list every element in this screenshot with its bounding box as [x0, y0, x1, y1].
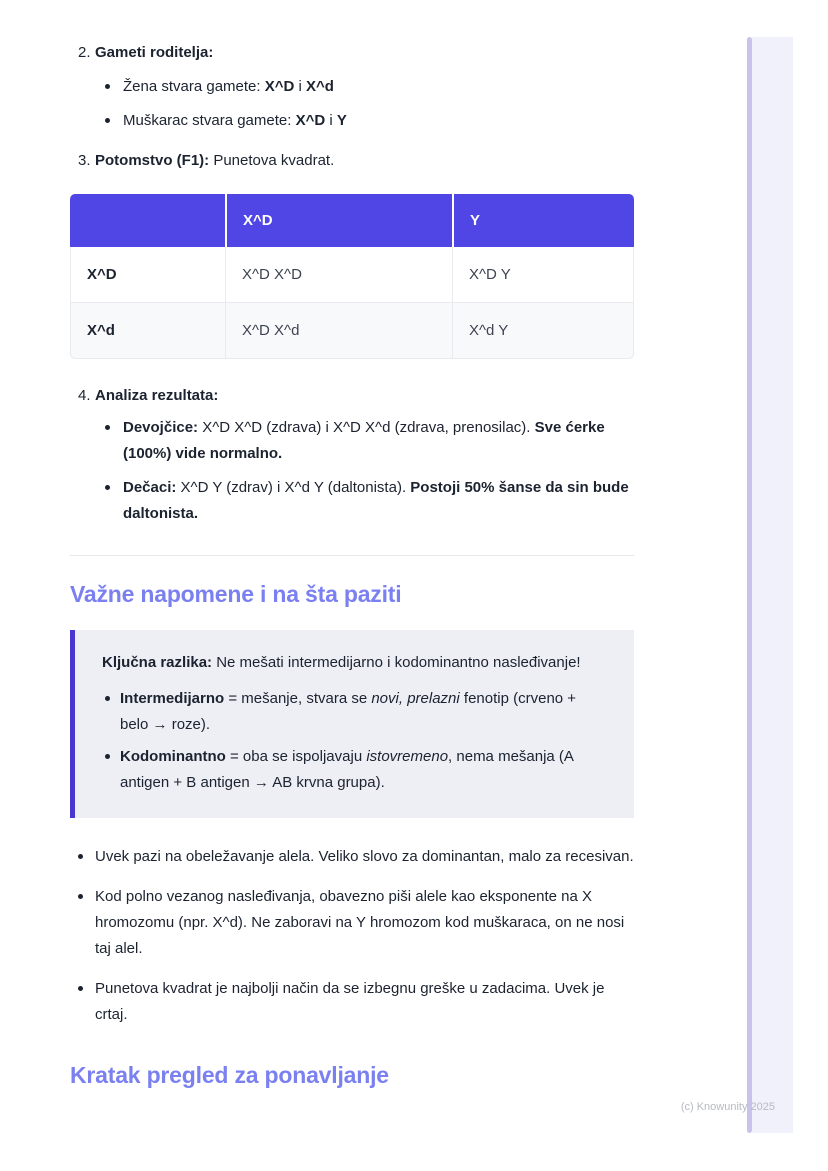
text-segment: Ne mešati intermedijarno i kodominantno nasleđivanje!: [212, 654, 581, 671]
table-header-row: [70, 194, 634, 247]
text-segment: , nema mešanja (A antigen + B antigen → AB krvna grupa).: [120, 748, 574, 791]
ordered-item-number: 2.: [78, 44, 91, 61]
conclusion-bold: Sve ćerke (100%) vide normalno.: [123, 419, 605, 462]
list-item: [70, 884, 634, 962]
allele-bold: X^d: [306, 78, 334, 95]
note-text: Uvek pazi na obeležavanje alela. Veliko slovo za dominantan, malo za recesivan.: [95, 848, 634, 865]
list-item: [102, 744, 604, 796]
potomstvo-line: [95, 150, 634, 172]
kodominantno-line: [120, 744, 604, 796]
text-segment: i: [325, 112, 337, 129]
term-italic: novi, prelazni: [371, 690, 460, 707]
allele-bold: X^D: [264, 78, 295, 95]
term-bold: Kodominantno: [120, 748, 226, 765]
ordered-item-title: [95, 385, 634, 407]
row-label: X^d: [70, 303, 225, 359]
allele-bold: Y: [336, 112, 347, 129]
ordered-item-title: [95, 42, 634, 64]
label-bold: Devojčice:: [123, 419, 199, 436]
gameti-title: Gameti roditelja:: [95, 44, 214, 61]
key-difference-callout: [70, 630, 634, 818]
list-item: [105, 415, 634, 467]
text-segment: Žena stvara gamete:: [123, 78, 265, 95]
copyright-credit: (c) Knowunity 2025: [680, 1101, 775, 1113]
text-segment: Punetova kvadrat.: [209, 152, 335, 169]
notes-bullet-list: [70, 844, 634, 1028]
row-label: X^D: [70, 247, 225, 303]
callout-bullet-list: [102, 686, 604, 796]
text-segment: i: [294, 78, 307, 95]
ordered-item-potomstvo: [70, 150, 634, 172]
conclusion-bold: Postoji 50% šanse da sin bude daltonista.: [123, 479, 629, 522]
note-text: Punetova kvadrat je najbolji način da se izbegnu greške u zadacima. Uvek je crtaj.: [95, 980, 605, 1023]
table-header-xd: X^D: [225, 194, 452, 247]
list-item: [70, 976, 634, 1028]
term-italic: istovremeno: [366, 748, 449, 765]
text-segment: fenotip (crveno + belo → roze).: [120, 690, 577, 733]
analiza-boys-line: [123, 475, 634, 527]
bullet-dot: [78, 986, 83, 991]
list-item: [105, 108, 634, 134]
allele-bold: X^D: [295, 112, 326, 129]
text-segment: = mešanje, stvara se: [224, 690, 372, 707]
label-bold: Dečaci:: [123, 479, 177, 496]
ordered-item-number: 4.: [78, 387, 91, 404]
ordered-item-gameti: [70, 42, 634, 64]
bullet-dot: [105, 84, 110, 89]
ordered-item-number: 3.: [78, 152, 91, 169]
bullet-dot: [105, 425, 110, 430]
list-item: [105, 475, 634, 527]
analiza-bullet-list: [70, 415, 634, 527]
list-item: [102, 686, 604, 738]
next-page-preview-strip: [752, 37, 793, 1133]
analiza-girls-line: [123, 415, 634, 467]
table-cell: X^D X^d: [225, 303, 452, 359]
section-heading-napomene: Važne napomene i na šta paziti: [70, 581, 402, 607]
callout-lead: [102, 650, 604, 676]
section-heading-pregled: Kratak pregled za ponavljanje: [70, 1062, 389, 1088]
bullet-dot: [78, 894, 83, 899]
text-segment: X^D Y (zdrav) i X^d Y (daltonista).: [176, 479, 411, 496]
potomstvo-title: Potomstvo (F1):: [95, 152, 210, 169]
bullet-dot: [105, 118, 110, 123]
term-bold: Intermedijarno: [120, 690, 225, 707]
note-text: Kod polno vezanog nasleđivanja, obavezno piši alele kao eksponente na X hromozomu (npr. X^d). Ne zaboravi na Y hromozom kod muškaraca, on ne nosi taj alel.: [95, 888, 625, 957]
bullet-dot: [78, 854, 83, 859]
table-cell: X^d Y: [452, 303, 634, 359]
ordered-item-analiza: [70, 385, 634, 407]
table-row: [70, 247, 634, 303]
analiza-title: Analiza rezultata:: [95, 387, 219, 404]
gameti-bullet-list: [70, 74, 634, 134]
list-item: [105, 74, 634, 100]
list-item: [70, 844, 634, 870]
bullet-dot: [105, 754, 110, 759]
table-header-empty: [70, 194, 225, 247]
table-cell: X^D Y: [452, 247, 634, 303]
bullet-dot: [105, 485, 110, 490]
intermedijarno-line: [120, 686, 604, 738]
document-content: [70, 42, 634, 1090]
gameti-female-line: [123, 74, 334, 100]
table-header-y: Y: [452, 194, 634, 247]
text-segment: = oba se ispoljavaju: [225, 748, 367, 765]
text-segment: Muškarac stvara gamete:: [123, 112, 296, 129]
bullet-dot: [105, 696, 110, 701]
gameti-male-line: [123, 108, 347, 134]
punnett-square-table: [70, 194, 634, 359]
table-row: [70, 303, 634, 359]
section-divider: [70, 555, 634, 556]
text-segment: X^D X^D (zdrava) i X^D X^d (zdrava, prenosilac).: [198, 419, 535, 436]
callout-lead-bold: Ključna razlika:: [102, 654, 213, 671]
table-cell: X^D X^D: [225, 247, 452, 303]
